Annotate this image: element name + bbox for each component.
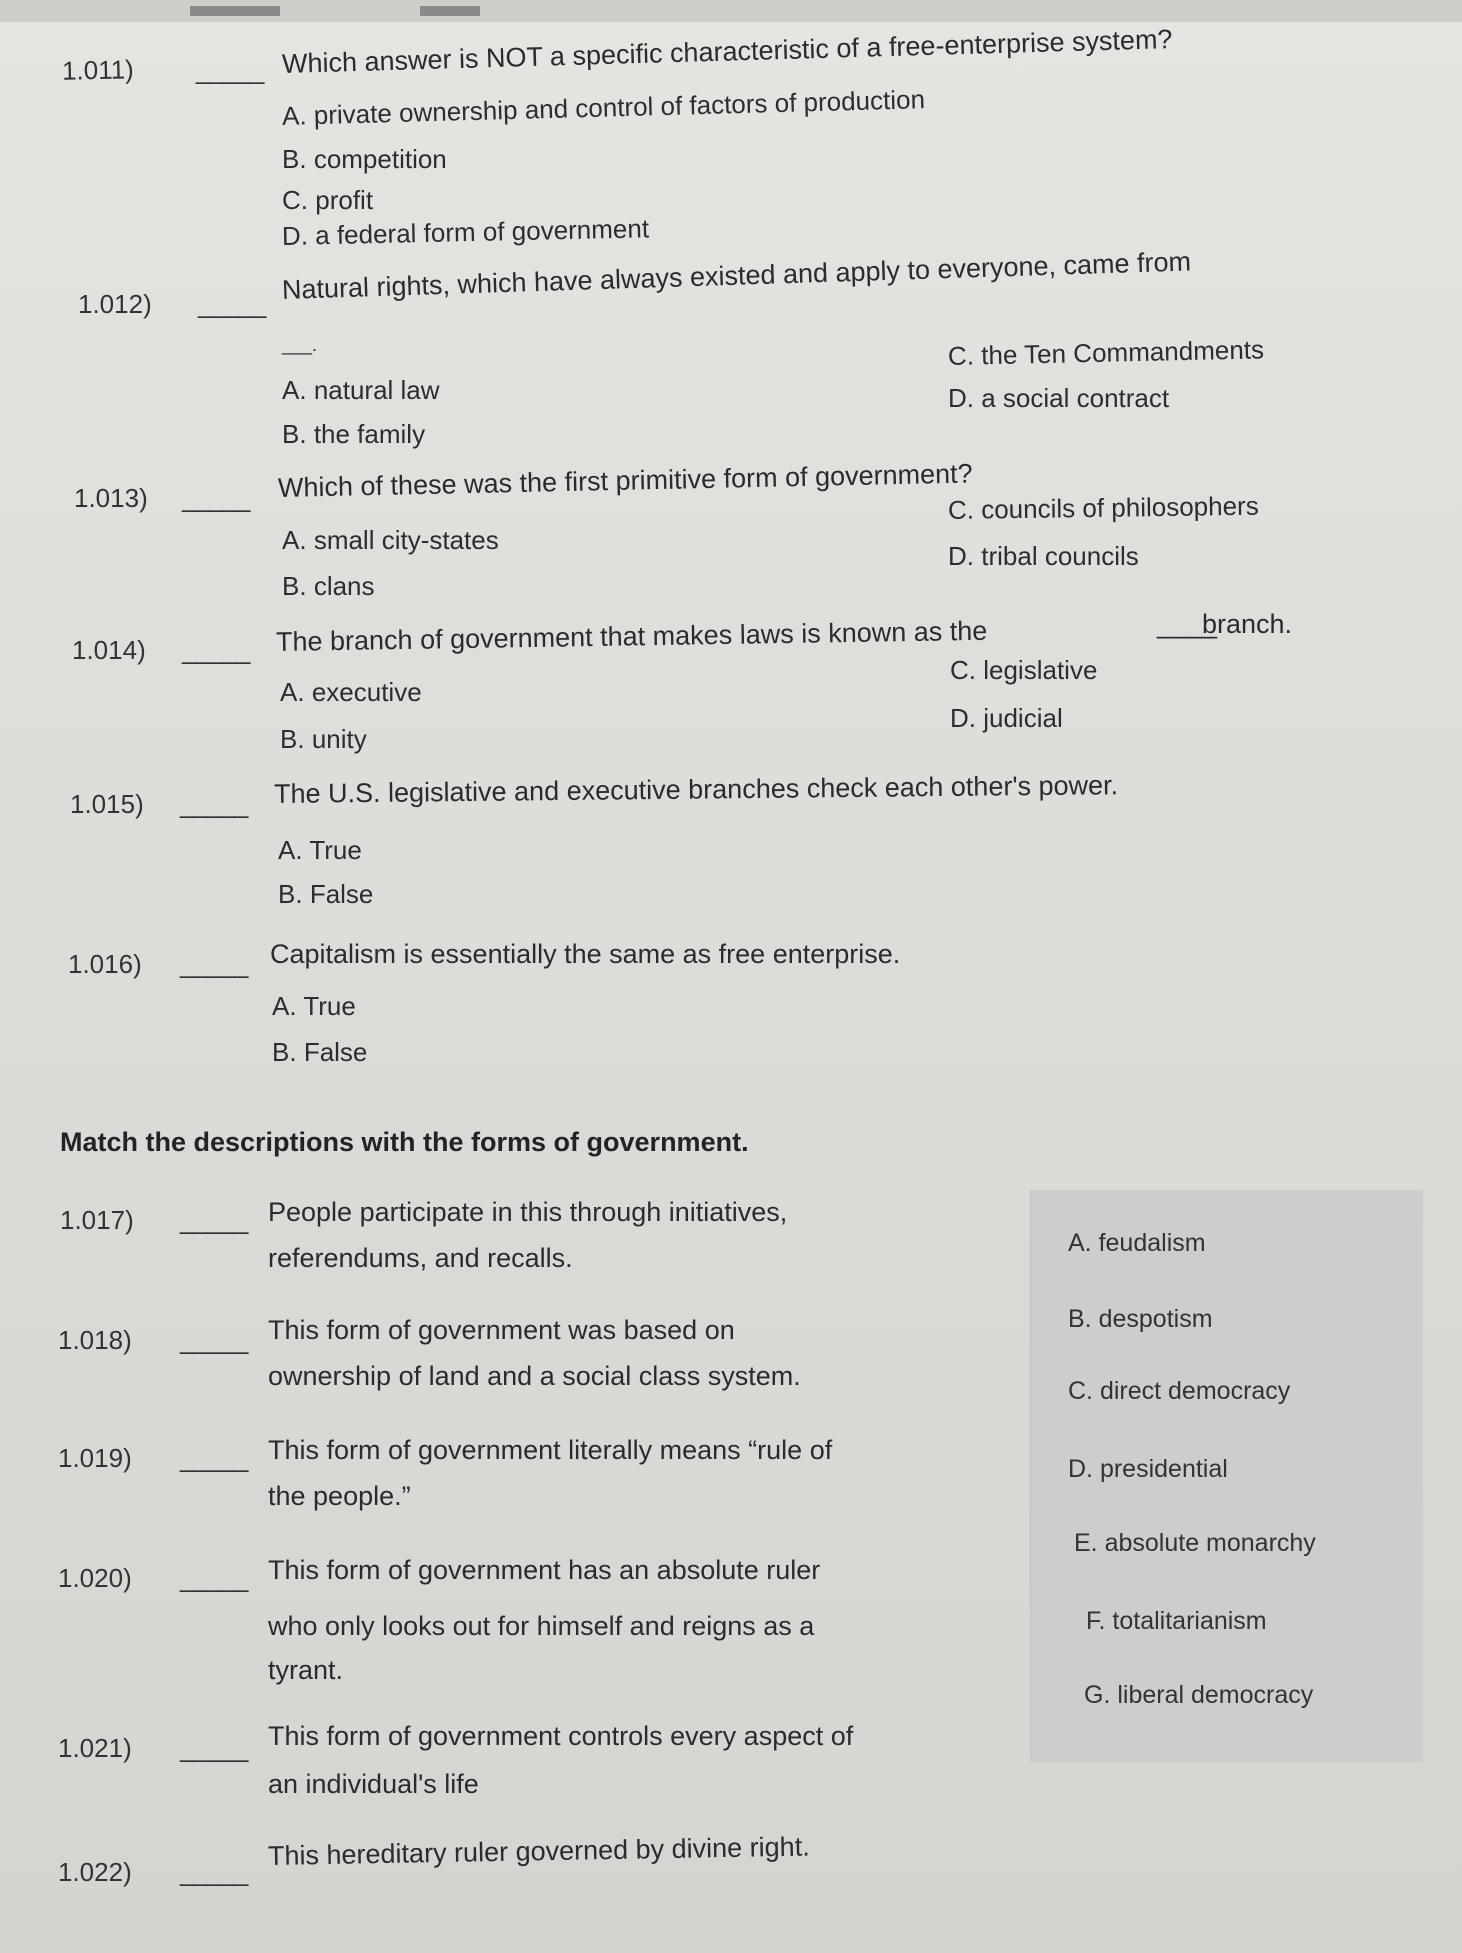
match-item-line: This hereditary ruler governed by divine right.: [267, 1831, 810, 1871]
question-number: 1.020): [58, 1563, 132, 1593]
option-a: A. natural law: [282, 375, 440, 405]
answer-blank[interactable]: _____: [198, 289, 266, 319]
option-c: C. the Ten Commandments: [947, 334, 1265, 371]
question-stem: Capitalism is essentially the same as free enterprise.: [270, 939, 901, 969]
question-number: 1.013): [74, 483, 148, 513]
question-number: 1.012): [78, 289, 152, 319]
match-item-line: referendums, and recalls.: [268, 1243, 573, 1273]
match-option-a: A. feudalism: [1068, 1229, 1206, 1257]
answer-blank[interactable]: _____: [182, 483, 250, 513]
option-a: A. True: [272, 991, 356, 1021]
option-b: B. unity: [280, 724, 367, 754]
match-item-line: tyrant.: [268, 1655, 344, 1685]
option-a: A. True: [278, 835, 362, 865]
question-stem: Natural rights, which have always existed and apply to everyone, came from: [281, 246, 1192, 305]
match-item-line: People participate in this through initiatives,: [268, 1197, 788, 1227]
question-number: 1.011): [61, 54, 135, 86]
answer-blank[interactable]: _____: [180, 1733, 248, 1763]
option-c: C. legislative: [950, 655, 1098, 685]
option-d: D. a social contract: [948, 383, 1170, 413]
option-a: A. small city-states: [282, 525, 499, 555]
question-number: 1.021): [58, 1733, 132, 1763]
top-edge-mark: [420, 6, 480, 16]
option-b: B. False: [272, 1037, 368, 1067]
answer-blank[interactable]: _____: [180, 1443, 248, 1473]
option-d: D. a federal form of government: [281, 213, 650, 251]
option-a: A. executive: [280, 677, 422, 707]
match-option-d: D. presidential: [1068, 1455, 1228, 1483]
answer-blank[interactable]: _____: [180, 1857, 248, 1887]
match-option-f: F. totalitarianism: [1086, 1607, 1267, 1635]
option-c: C. councils of philosophers: [947, 490, 1259, 525]
question-number: 1.014): [72, 635, 146, 665]
stem-end: branch.: [1202, 609, 1293, 639]
question-number: 1.022): [58, 1857, 132, 1887]
question-number: 1.017): [60, 1205, 134, 1235]
answer-blank[interactable]: _____: [180, 1563, 248, 1593]
match-option-e: E. absolute monarchy: [1074, 1529, 1316, 1557]
answer-blank[interactable]: _____: [180, 1325, 248, 1355]
match-option-c: C. direct democracy: [1068, 1377, 1291, 1405]
option-b: B. clans: [282, 571, 375, 601]
option-b: B. False: [278, 879, 374, 909]
answer-blank[interactable]: _____: [196, 55, 264, 85]
option-b: B. competition: [282, 144, 447, 174]
answer-blank[interactable]: _____: [182, 635, 250, 665]
match-item-line: the people.”: [268, 1481, 411, 1511]
match-item-line: who only looks out for himself and reigns as a: [268, 1611, 815, 1641]
match-item-line: an individual's life: [268, 1769, 479, 1799]
match-item-line: This form of government has an absolute ruler: [268, 1555, 821, 1585]
option-c: C. profit: [282, 185, 374, 215]
question-stem: The U.S. legislative and executive branches check each other's power.: [273, 770, 1119, 809]
question-number: 1.015): [70, 789, 144, 819]
stem-blank[interactable]: ____: [1157, 609, 1218, 639]
question-number: 1.018): [58, 1325, 132, 1355]
match-item-line: ownership of land and a social class system.: [268, 1361, 801, 1391]
match-option-b: B. despotism: [1068, 1305, 1213, 1333]
top-edge-mark: [190, 6, 280, 16]
question-stem: Which of these was the first primitive form of government?: [277, 458, 973, 503]
match-heading: Match the descriptions with the forms of government.: [60, 1127, 749, 1157]
question-number: 1.019): [58, 1443, 132, 1473]
option-d: D. tribal councils: [948, 541, 1139, 571]
option-d: D. judicial: [950, 703, 1063, 733]
answer-blank[interactable]: _____: [180, 1205, 248, 1235]
question-number: 1.016): [68, 949, 142, 979]
match-item-line: This form of government literally means “rule of: [268, 1435, 833, 1465]
question-stem: Which answer is NOT a specific characteristic of a free-enterprise system?: [281, 24, 1173, 79]
question-stem: The branch of government that makes laws is known as the: [275, 615, 988, 657]
answer-blank[interactable]: _____: [180, 949, 248, 979]
stem-blank[interactable]: ___.: [282, 335, 318, 355]
option-b: B. the family: [282, 419, 426, 449]
option-a: A. private ownership and control of factors of production: [281, 84, 926, 131]
match-item-line: This form of government was based on: [268, 1315, 735, 1345]
answer-blank[interactable]: _____: [180, 789, 248, 819]
match-option-g: G. liberal democracy: [1084, 1681, 1314, 1709]
match-item-line: This form of government controls every aspect of: [268, 1721, 854, 1751]
